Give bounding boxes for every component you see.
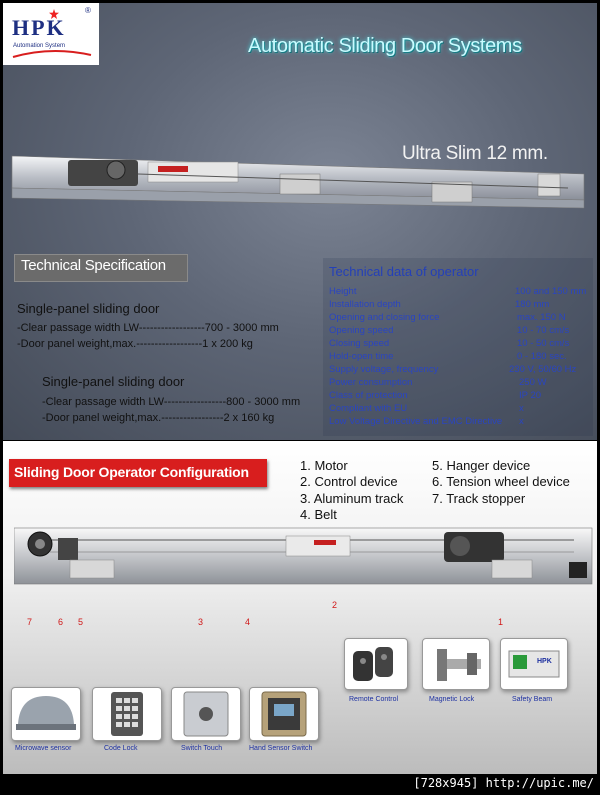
- callout-number: 4: [245, 617, 251, 627]
- accessory-remote-control: [344, 638, 408, 690]
- operator-label: Opening and closing force: [329, 312, 440, 323]
- operator-value: 100 and 150 mm: [515, 286, 587, 297]
- footer-watermark: [728x945] http://upic.me/: [413, 776, 594, 790]
- spec-line: -Door panel weight,max.-----------------2 x 160 kg: [42, 412, 275, 424]
- second-panel-heading: Single-panel sliding door: [42, 374, 185, 389]
- operator-assembly-image: [14, 522, 594, 592]
- brand-tagline: Automation System: [13, 43, 66, 49]
- accessory-label: Safety Beam: [512, 696, 553, 703]
- spec-line: -Clear passage width LW------------------700 - 3000 mm: [17, 322, 279, 334]
- touch-switch-icon: [172, 688, 240, 740]
- accessory-label: Microwave sensor: [15, 745, 72, 752]
- accessory-label: Switch Touch: [181, 745, 223, 752]
- operator-value: 180 mm: [515, 299, 550, 310]
- operator-value: 250 W: [519, 377, 547, 388]
- brand-logo: [3, 3, 99, 65]
- safety-beam-icon: [501, 639, 567, 689]
- operator-rail-image: [8, 148, 588, 238]
- legend-item: 5. Hanger device: [432, 458, 531, 473]
- operator-value: x: [519, 403, 524, 414]
- keypad-icon: [93, 688, 161, 740]
- operator-value: 0 - 180 sec.: [517, 351, 567, 362]
- registered-mark: ®: [85, 6, 91, 15]
- operator-value: 10 - 50 cm/s: [517, 338, 570, 349]
- footer-bar: [0, 774, 600, 795]
- legend-item: 3. Aluminum track: [300, 491, 404, 506]
- legend-item: 2. Control device: [300, 474, 398, 489]
- operator-data-heading: Technical data of operator: [329, 264, 479, 279]
- accessory-hand-sensor-switch: [249, 687, 319, 741]
- remote-control-icon: [345, 639, 407, 689]
- accessory-magnetic-lock: [422, 638, 490, 690]
- operator-value: 10 - 70 cm/s: [517, 325, 570, 336]
- callout-number: 2: [332, 600, 338, 610]
- accessory-switch-touch: [171, 687, 241, 741]
- operator-label: Class of protection: [329, 390, 408, 401]
- spec-line: -Door panel weight,max.------------------1 x 200 kg: [17, 338, 253, 350]
- callout-number: 3: [198, 617, 204, 627]
- logo-swoosh-icon: [11, 48, 93, 60]
- operator-label: Low Voltage Directive and EMC Directive: [329, 416, 503, 427]
- accessory-label: Remote Control: [349, 696, 399, 703]
- svg-text:HPK: HPK: [537, 658, 552, 665]
- operator-label: Hold-open time: [329, 351, 394, 362]
- callout-number: 1: [498, 617, 504, 627]
- callout-number: 6: [58, 617, 64, 627]
- product-tagline: Ultra Slim 12 mm.: [402, 143, 548, 164]
- operator-label: Compliant with EU: [329, 403, 408, 414]
- accessory-label: Code Lock: [104, 745, 138, 752]
- configuration-heading: Sliding Door Operator Configuration: [14, 464, 249, 480]
- spec-heading: Technical Specification: [21, 257, 166, 274]
- accessory-label: Hand Sensor Switch: [249, 745, 313, 752]
- page-title: Automatic Sliding Door Systems: [248, 35, 522, 57]
- operator-value: 230 V, 50/60 Hz: [509, 364, 577, 375]
- accessory-code-lock: [92, 687, 162, 741]
- operator-value: x: [519, 416, 524, 427]
- operator-label: Opening speed: [329, 325, 394, 336]
- operator-label: Power consumption: [329, 377, 413, 388]
- spec-line: -Clear passage width LW-----------------800 - 3000 mm: [42, 396, 301, 408]
- accessory-safety-beam: [500, 638, 568, 690]
- legend-item: 6. Tension wheel device: [432, 474, 570, 489]
- legend-item: 7. Track stopper: [432, 491, 526, 506]
- callout-number: 5: [78, 617, 84, 627]
- magnetic-lock-icon: [423, 639, 489, 689]
- single-panel-heading: Single-panel sliding door: [17, 301, 160, 316]
- brand-name: HPK: [12, 15, 66, 40]
- operator-label: Height: [329, 286, 357, 297]
- operator-label: Closing speed: [329, 338, 390, 349]
- operator-value: max. 150 N: [517, 312, 566, 323]
- operator-label: Supply voltage, frequency: [329, 364, 439, 375]
- accessory-microwave-sensor: [11, 687, 81, 741]
- operator-label: Installation depth: [329, 299, 401, 310]
- legend-item: 1. Motor: [300, 458, 348, 473]
- microwave-sensor-icon: [12, 688, 80, 740]
- callout-number: 7: [27, 617, 33, 627]
- accessory-label: Magnetic Lock: [429, 696, 475, 703]
- legend-item: 4. Belt: [300, 507, 337, 522]
- hand-sensor-icon: [250, 688, 318, 740]
- operator-value: IP 20: [519, 390, 542, 401]
